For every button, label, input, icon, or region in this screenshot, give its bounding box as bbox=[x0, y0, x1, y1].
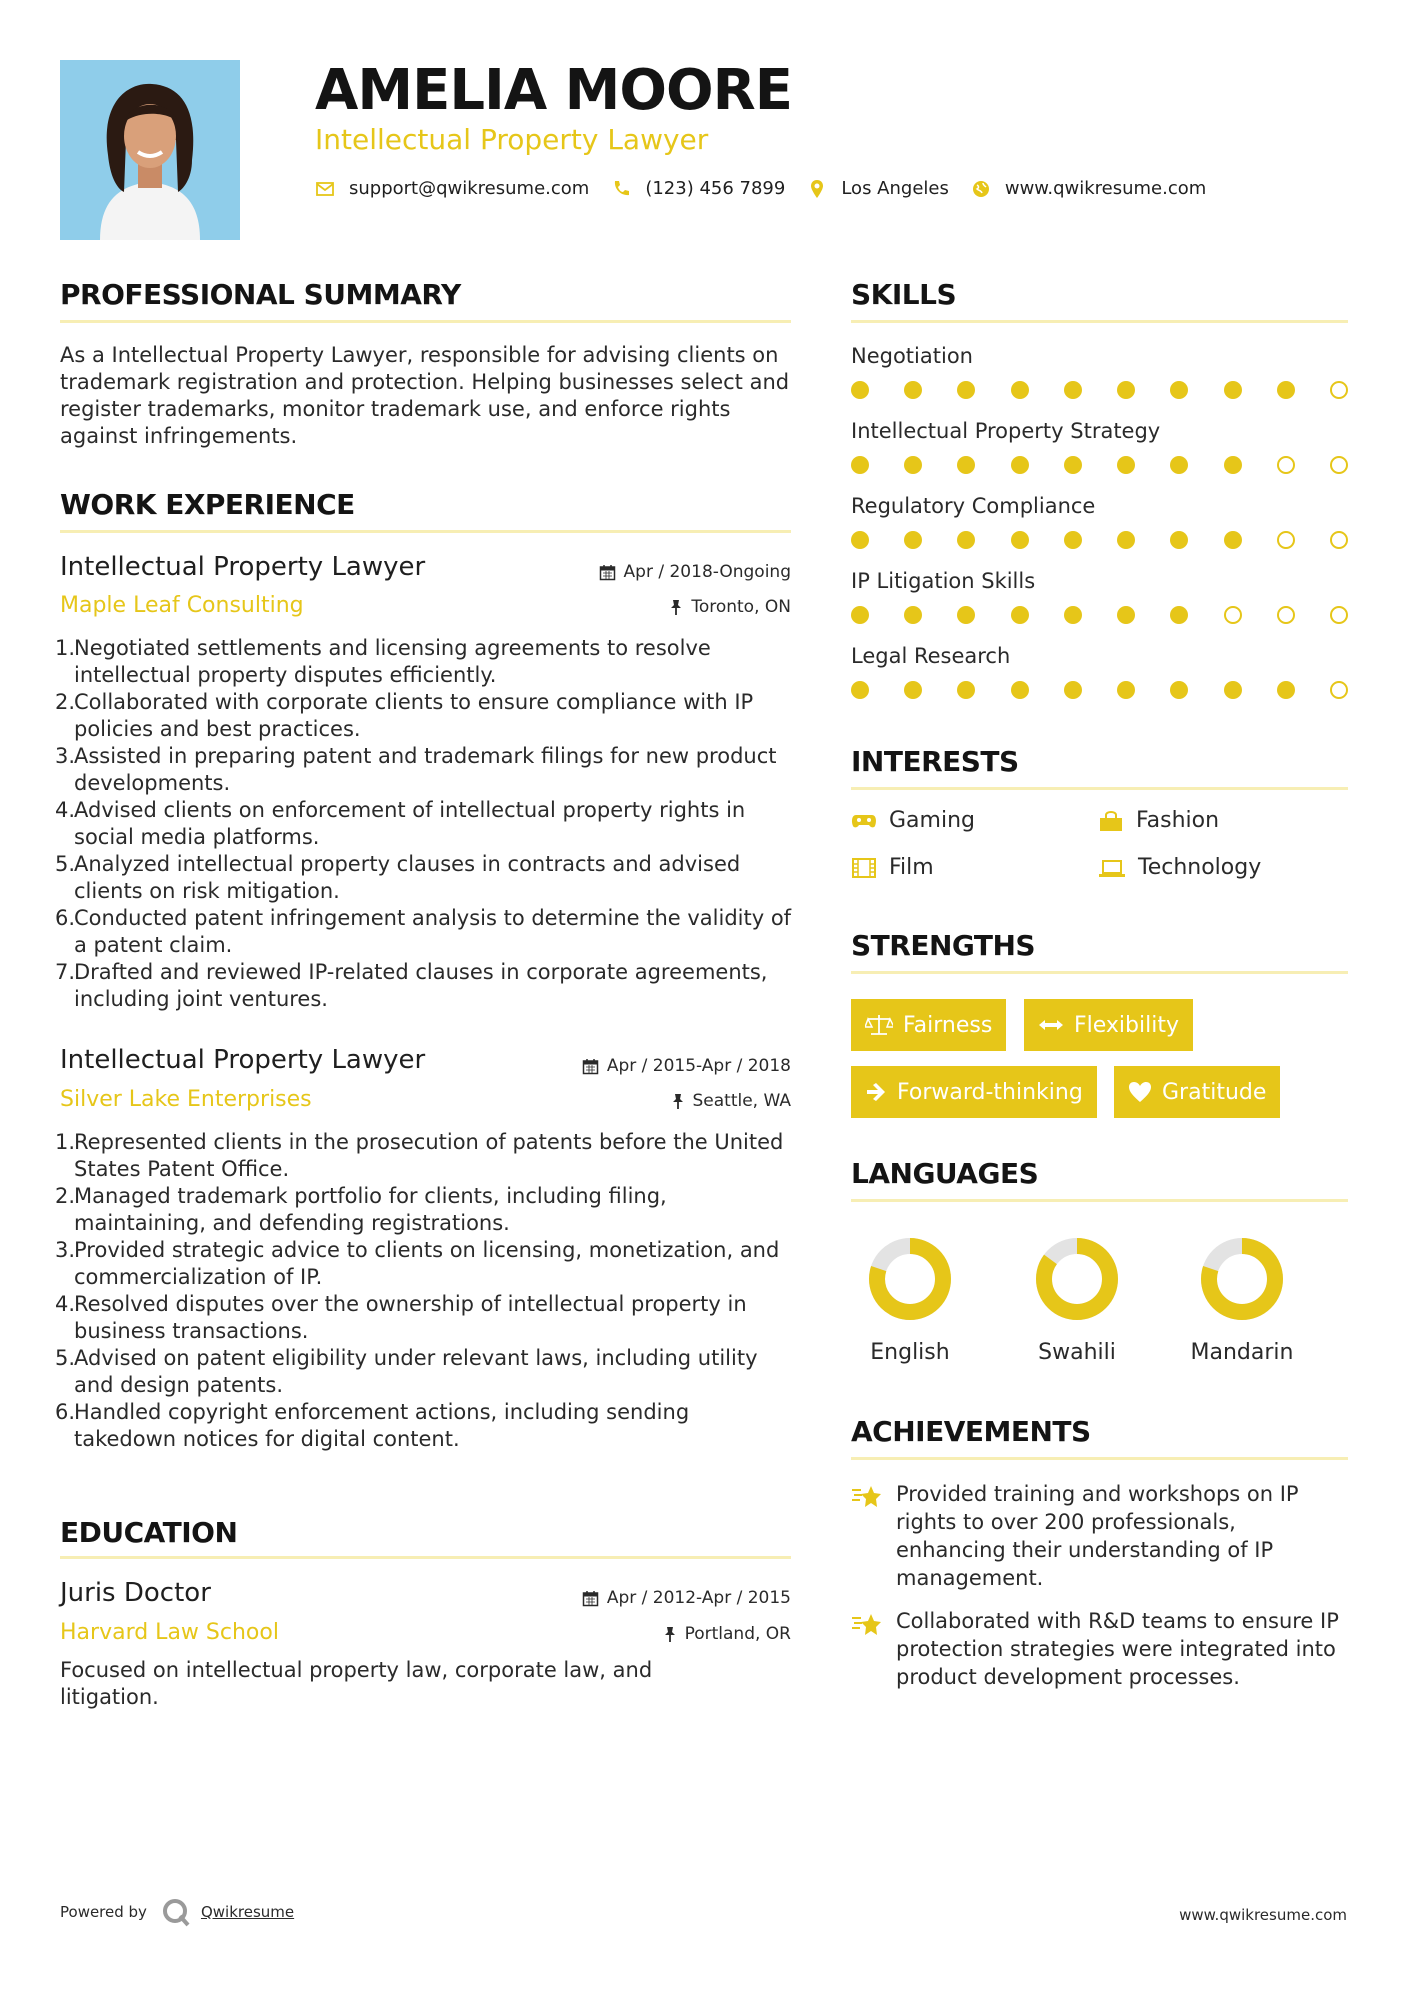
pushpin-icon bbox=[669, 599, 683, 616]
bullet-item bbox=[55, 1129, 795, 1183]
skill-dot-filled bbox=[904, 681, 922, 699]
map-pin-icon bbox=[807, 179, 827, 199]
language-donut bbox=[1199, 1236, 1285, 1322]
job-location bbox=[669, 597, 791, 617]
skill-rating bbox=[851, 681, 1348, 701]
skill-rating bbox=[851, 531, 1348, 551]
job-title: Intellectual Property Lawyer bbox=[60, 1045, 426, 1075]
interest-label: Gaming bbox=[889, 808, 975, 833]
skills-heading: SKILLS bbox=[851, 278, 957, 311]
footer-powered-by bbox=[60, 1897, 294, 1927]
skill-dot-filled bbox=[1064, 606, 1082, 624]
candidate-name: AMELIA MOORE bbox=[315, 58, 792, 123]
summary-divider bbox=[60, 320, 791, 323]
shooting-star-icon bbox=[851, 1612, 883, 1638]
skill-dot-empty bbox=[1330, 531, 1348, 549]
skill-dot-filled bbox=[1224, 681, 1242, 699]
skill-dot-filled bbox=[1170, 456, 1188, 474]
pushpin-icon bbox=[663, 1626, 677, 1643]
bullet-item bbox=[55, 635, 795, 689]
strengths-divider bbox=[851, 971, 1348, 974]
language-name: English bbox=[870, 1340, 950, 1365]
skill-dot-empty bbox=[1330, 456, 1348, 474]
bullet-text: Handled copyright enforcement actions, including sending takedown notices for digital content. bbox=[74, 1400, 690, 1451]
shooting-star-icon bbox=[851, 1484, 883, 1510]
skill-dot-filled bbox=[1117, 681, 1135, 699]
skill-dot-filled bbox=[1224, 531, 1242, 549]
skill-dot-filled bbox=[904, 606, 922, 624]
skill-dot-filled bbox=[1170, 531, 1188, 549]
bullet-number: 6. bbox=[55, 906, 76, 930]
bullet-number: 2. bbox=[55, 1184, 76, 1208]
interest-label: Film bbox=[889, 855, 934, 880]
skill-dot-filled bbox=[1064, 381, 1082, 399]
job-dates-text: Apr / 2015-Apr / 2018 bbox=[606, 1056, 791, 1076]
bullet-number: 1. bbox=[55, 1130, 76, 1154]
gamepad-icon bbox=[851, 812, 877, 830]
bullet-item bbox=[55, 1291, 795, 1345]
bullet-item bbox=[55, 1183, 795, 1237]
bullet-text: Advised clients on enforcement of intellectual property rights in social media platforms. bbox=[74, 798, 746, 849]
bullet-number: 5. bbox=[55, 852, 76, 876]
bullet-text: Drafted and reviewed IP-related clauses in corporate agreements, including joint ventures. bbox=[74, 960, 768, 1011]
languages-divider bbox=[851, 1199, 1348, 1202]
strengths-heading: STRENGTHS bbox=[851, 929, 1036, 962]
skill-dot-filled bbox=[904, 456, 922, 474]
contact-email[interactable]: support@qwikresume.com bbox=[349, 178, 590, 199]
job-dates bbox=[599, 562, 791, 582]
skill-dot-empty bbox=[1277, 456, 1295, 474]
skill-dot-filled bbox=[1011, 681, 1029, 699]
arrows-horizontal-icon bbox=[1038, 1017, 1064, 1033]
education-heading: EDUCATION bbox=[60, 1516, 238, 1549]
bullet-number: 4. bbox=[55, 798, 76, 822]
skills-divider bbox=[851, 320, 1348, 323]
job-company: Maple Leaf Consulting bbox=[60, 593, 304, 618]
bullet-number: 5. bbox=[55, 1346, 76, 1370]
calendar-icon bbox=[582, 1590, 599, 1607]
job-company: Silver Lake Enterprises bbox=[60, 1087, 312, 1112]
education-location bbox=[663, 1624, 791, 1644]
interest-item bbox=[1098, 808, 1219, 833]
summary-text: As a Intellectual Property Lawyer, responsible for advising clients on trademark registration and protection. Helping businesses select and register trademarks, monitor trademark use, and enforce rights against infringements. bbox=[60, 343, 790, 448]
skill-rating bbox=[851, 381, 1348, 401]
achievements-heading: ACHIEVEMENTS bbox=[851, 1415, 1091, 1448]
bullet-item bbox=[55, 905, 795, 959]
bullet-text: Advised on patent eligibility under relevant laws, including utility and design patents. bbox=[74, 1346, 758, 1397]
skill-name: Negotiation bbox=[851, 344, 973, 368]
contact-phone[interactable]: (123) 456 7899 bbox=[645, 178, 786, 199]
interest-item bbox=[851, 808, 975, 833]
pushpin-icon bbox=[671, 1093, 685, 1110]
job-location-text: Seattle, WA bbox=[692, 1091, 791, 1111]
arrow-right-icon bbox=[865, 1082, 887, 1102]
skill-dot-filled bbox=[1011, 456, 1029, 474]
education-location-text: Portland, OR bbox=[684, 1624, 791, 1644]
skill-dot-filled bbox=[1064, 456, 1082, 474]
bullet-number: 3. bbox=[55, 1238, 76, 1262]
skill-dot-filled bbox=[1011, 606, 1029, 624]
bullet-number: 7. bbox=[55, 960, 76, 984]
skill-dot-filled bbox=[957, 381, 975, 399]
phone-icon bbox=[611, 179, 631, 199]
skill-dot-filled bbox=[1170, 681, 1188, 699]
skill-dot-filled bbox=[851, 456, 869, 474]
contact-bar bbox=[315, 178, 1228, 199]
skill-dot-filled bbox=[1277, 681, 1295, 699]
bullet-text: Negotiated settlements and licensing agreements to resolve intellectual property disputes efficiently. bbox=[74, 636, 711, 687]
languages-heading: LANGUAGES bbox=[851, 1157, 1039, 1190]
bullet-item bbox=[55, 959, 795, 1013]
laptop-icon bbox=[1098, 858, 1126, 878]
skill-dot-filled bbox=[1117, 381, 1135, 399]
skill-dot-filled bbox=[1224, 456, 1242, 474]
skill-dot-filled bbox=[1064, 531, 1082, 549]
film-icon bbox=[851, 857, 877, 879]
footer-website[interactable]: www.qwikresume.com bbox=[1179, 1906, 1347, 1924]
heart-icon bbox=[1128, 1081, 1152, 1103]
contact-website[interactable]: www.qwikresume.com bbox=[1004, 178, 1207, 199]
skill-dot-filled bbox=[957, 681, 975, 699]
contact-location: Los Angeles bbox=[841, 178, 949, 199]
skill-dot-filled bbox=[957, 456, 975, 474]
shopping-bag-icon bbox=[1098, 810, 1124, 832]
powered-by-label: Powered by bbox=[60, 1903, 147, 1921]
skill-name: Intellectual Property Strategy bbox=[851, 419, 1161, 443]
bullet-item bbox=[55, 1399, 795, 1453]
strength-tag bbox=[851, 1066, 1097, 1118]
bullet-item bbox=[55, 797, 795, 851]
skill-dot-filled bbox=[904, 531, 922, 549]
skill-dot-empty bbox=[1277, 531, 1295, 549]
skill-rating bbox=[851, 456, 1348, 476]
interest-label: Fashion bbox=[1136, 808, 1220, 833]
skill-dot-empty bbox=[1330, 606, 1348, 624]
interests-divider bbox=[851, 787, 1348, 790]
education-degree: Juris Doctor bbox=[60, 1578, 211, 1608]
language-name: Swahili bbox=[1038, 1340, 1116, 1365]
skill-dot-filled bbox=[1011, 531, 1029, 549]
skill-dot-empty bbox=[1330, 381, 1348, 399]
strength-tag bbox=[851, 999, 1006, 1051]
experience-heading: WORK EXPERIENCE bbox=[60, 488, 355, 521]
candidate-title: Intellectual Property Lawyer bbox=[315, 123, 709, 156]
skill-dot-filled bbox=[904, 381, 922, 399]
bullet-item bbox=[55, 851, 795, 905]
bullet-number: 6. bbox=[55, 1400, 76, 1424]
job-bullets bbox=[55, 635, 795, 1013]
skill-dot-empty bbox=[1224, 606, 1242, 624]
skill-dot-filled bbox=[851, 606, 869, 624]
bullet-text: Managed trademark portfolio for clients, including filing, maintaining, and defending registrations. bbox=[74, 1184, 667, 1235]
job-location bbox=[671, 1091, 792, 1111]
bullet-number: 3. bbox=[55, 744, 76, 768]
skill-dot-filled bbox=[1117, 531, 1135, 549]
skill-name: IP Litigation Skills bbox=[851, 569, 1036, 593]
bullet-item bbox=[55, 689, 795, 743]
education-text: Focused on intellectual property law, corporate law, and litigation. bbox=[60, 1658, 653, 1709]
bullet-text: Analyzed intellectual property clauses in contracts and advised clients on risk mitigation. bbox=[74, 852, 741, 903]
skill-dot-filled bbox=[1117, 606, 1135, 624]
calendar-icon bbox=[582, 1058, 599, 1075]
skill-dot-filled bbox=[1224, 381, 1242, 399]
skill-dot-filled bbox=[1170, 381, 1188, 399]
education-dates-text: Apr / 2012-Apr / 2015 bbox=[606, 1588, 791, 1608]
strength-label: Forward-thinking bbox=[897, 1079, 1083, 1105]
bullet-item bbox=[55, 1345, 795, 1399]
skill-dot-filled bbox=[1277, 381, 1295, 399]
bullet-number: 1. bbox=[55, 636, 76, 660]
strength-tag bbox=[1024, 999, 1193, 1051]
summary-heading: PROFESSIONAL SUMMARY bbox=[60, 278, 461, 311]
skill-name: Regulatory Compliance bbox=[851, 494, 1096, 518]
job-location-text: Toronto, ON bbox=[691, 597, 791, 617]
skill-dot-filled bbox=[851, 531, 869, 549]
strength-tag bbox=[1114, 1066, 1280, 1118]
language-donut bbox=[1034, 1236, 1120, 1322]
job-bullets bbox=[55, 1129, 795, 1453]
bullet-number: 2. bbox=[55, 690, 76, 714]
skill-dot-empty bbox=[1277, 606, 1295, 624]
skill-dot-filled bbox=[1011, 381, 1029, 399]
interest-item bbox=[851, 855, 934, 880]
skill-dot-filled bbox=[957, 531, 975, 549]
skill-dot-filled bbox=[1117, 456, 1135, 474]
brand-link[interactable]: Qwikresume bbox=[200, 1903, 295, 1921]
balance-scale-icon bbox=[865, 1013, 893, 1037]
globe-icon bbox=[971, 179, 991, 199]
job-dates-text: Apr / 2018-Ongoing bbox=[623, 562, 791, 582]
interest-label: Technology bbox=[1138, 855, 1262, 880]
skill-dot-filled bbox=[851, 681, 869, 699]
skill-dot-filled bbox=[1170, 606, 1188, 624]
bullet-text: Conducted patent infringement analysis to determine the validity of a patent claim. bbox=[74, 906, 792, 957]
strength-label: Gratitude bbox=[1162, 1079, 1267, 1105]
interest-item bbox=[1098, 855, 1261, 880]
achievements-divider bbox=[851, 1457, 1348, 1460]
language-name: Mandarin bbox=[1190, 1340, 1294, 1365]
experience-divider bbox=[60, 530, 791, 533]
education-school: Harvard Law School bbox=[60, 1620, 279, 1645]
calendar-icon bbox=[599, 564, 616, 581]
strength-label: Fairness bbox=[903, 1012, 993, 1038]
language-donut bbox=[867, 1236, 953, 1322]
qwikresume-logo-icon bbox=[161, 1897, 191, 1927]
bullet-text: Assisted in preparing patent and trademark filings for new product developments. bbox=[74, 744, 777, 795]
achievement-text: Provided training and workshops on IP rights to over 200 professionals, enhancing their understanding of IP management. bbox=[896, 1482, 1299, 1590]
bullet-text: Provided strategic advice to clients on licensing, monetization, and commercialization of IP. bbox=[74, 1238, 780, 1289]
strength-label: Flexibility bbox=[1074, 1012, 1179, 1038]
skill-name: Legal Research bbox=[851, 644, 1011, 668]
education-dates bbox=[582, 1588, 791, 1608]
bullet-text: Collaborated with corporate clients to ensure compliance with IP policies and best practices. bbox=[74, 690, 754, 741]
skill-dot-empty bbox=[1330, 681, 1348, 699]
education-divider bbox=[60, 1556, 791, 1559]
skill-dot-filled bbox=[851, 381, 869, 399]
skill-dot-filled bbox=[957, 606, 975, 624]
achievement-text: Collaborated with R&D teams to ensure IP protection strategies were integrated into product development processes. bbox=[896, 1609, 1339, 1689]
bullet-item bbox=[55, 1237, 795, 1291]
envelope-icon bbox=[315, 179, 335, 199]
job-dates bbox=[582, 1056, 791, 1076]
bullet-text: Resolved disputes over the ownership of intellectual property in business transactions. bbox=[74, 1292, 747, 1343]
bullet-text: Represented clients in the prosecution of patents before the United States Patent Office. bbox=[74, 1130, 784, 1181]
skill-rating bbox=[851, 606, 1348, 626]
profile-photo bbox=[60, 60, 240, 240]
job-title: Intellectual Property Lawyer bbox=[60, 552, 426, 582]
bullet-number: 4. bbox=[55, 1292, 76, 1316]
skill-dot-filled bbox=[1064, 681, 1082, 699]
bullet-item bbox=[55, 743, 795, 797]
interests-heading: INTERESTS bbox=[851, 745, 1019, 778]
